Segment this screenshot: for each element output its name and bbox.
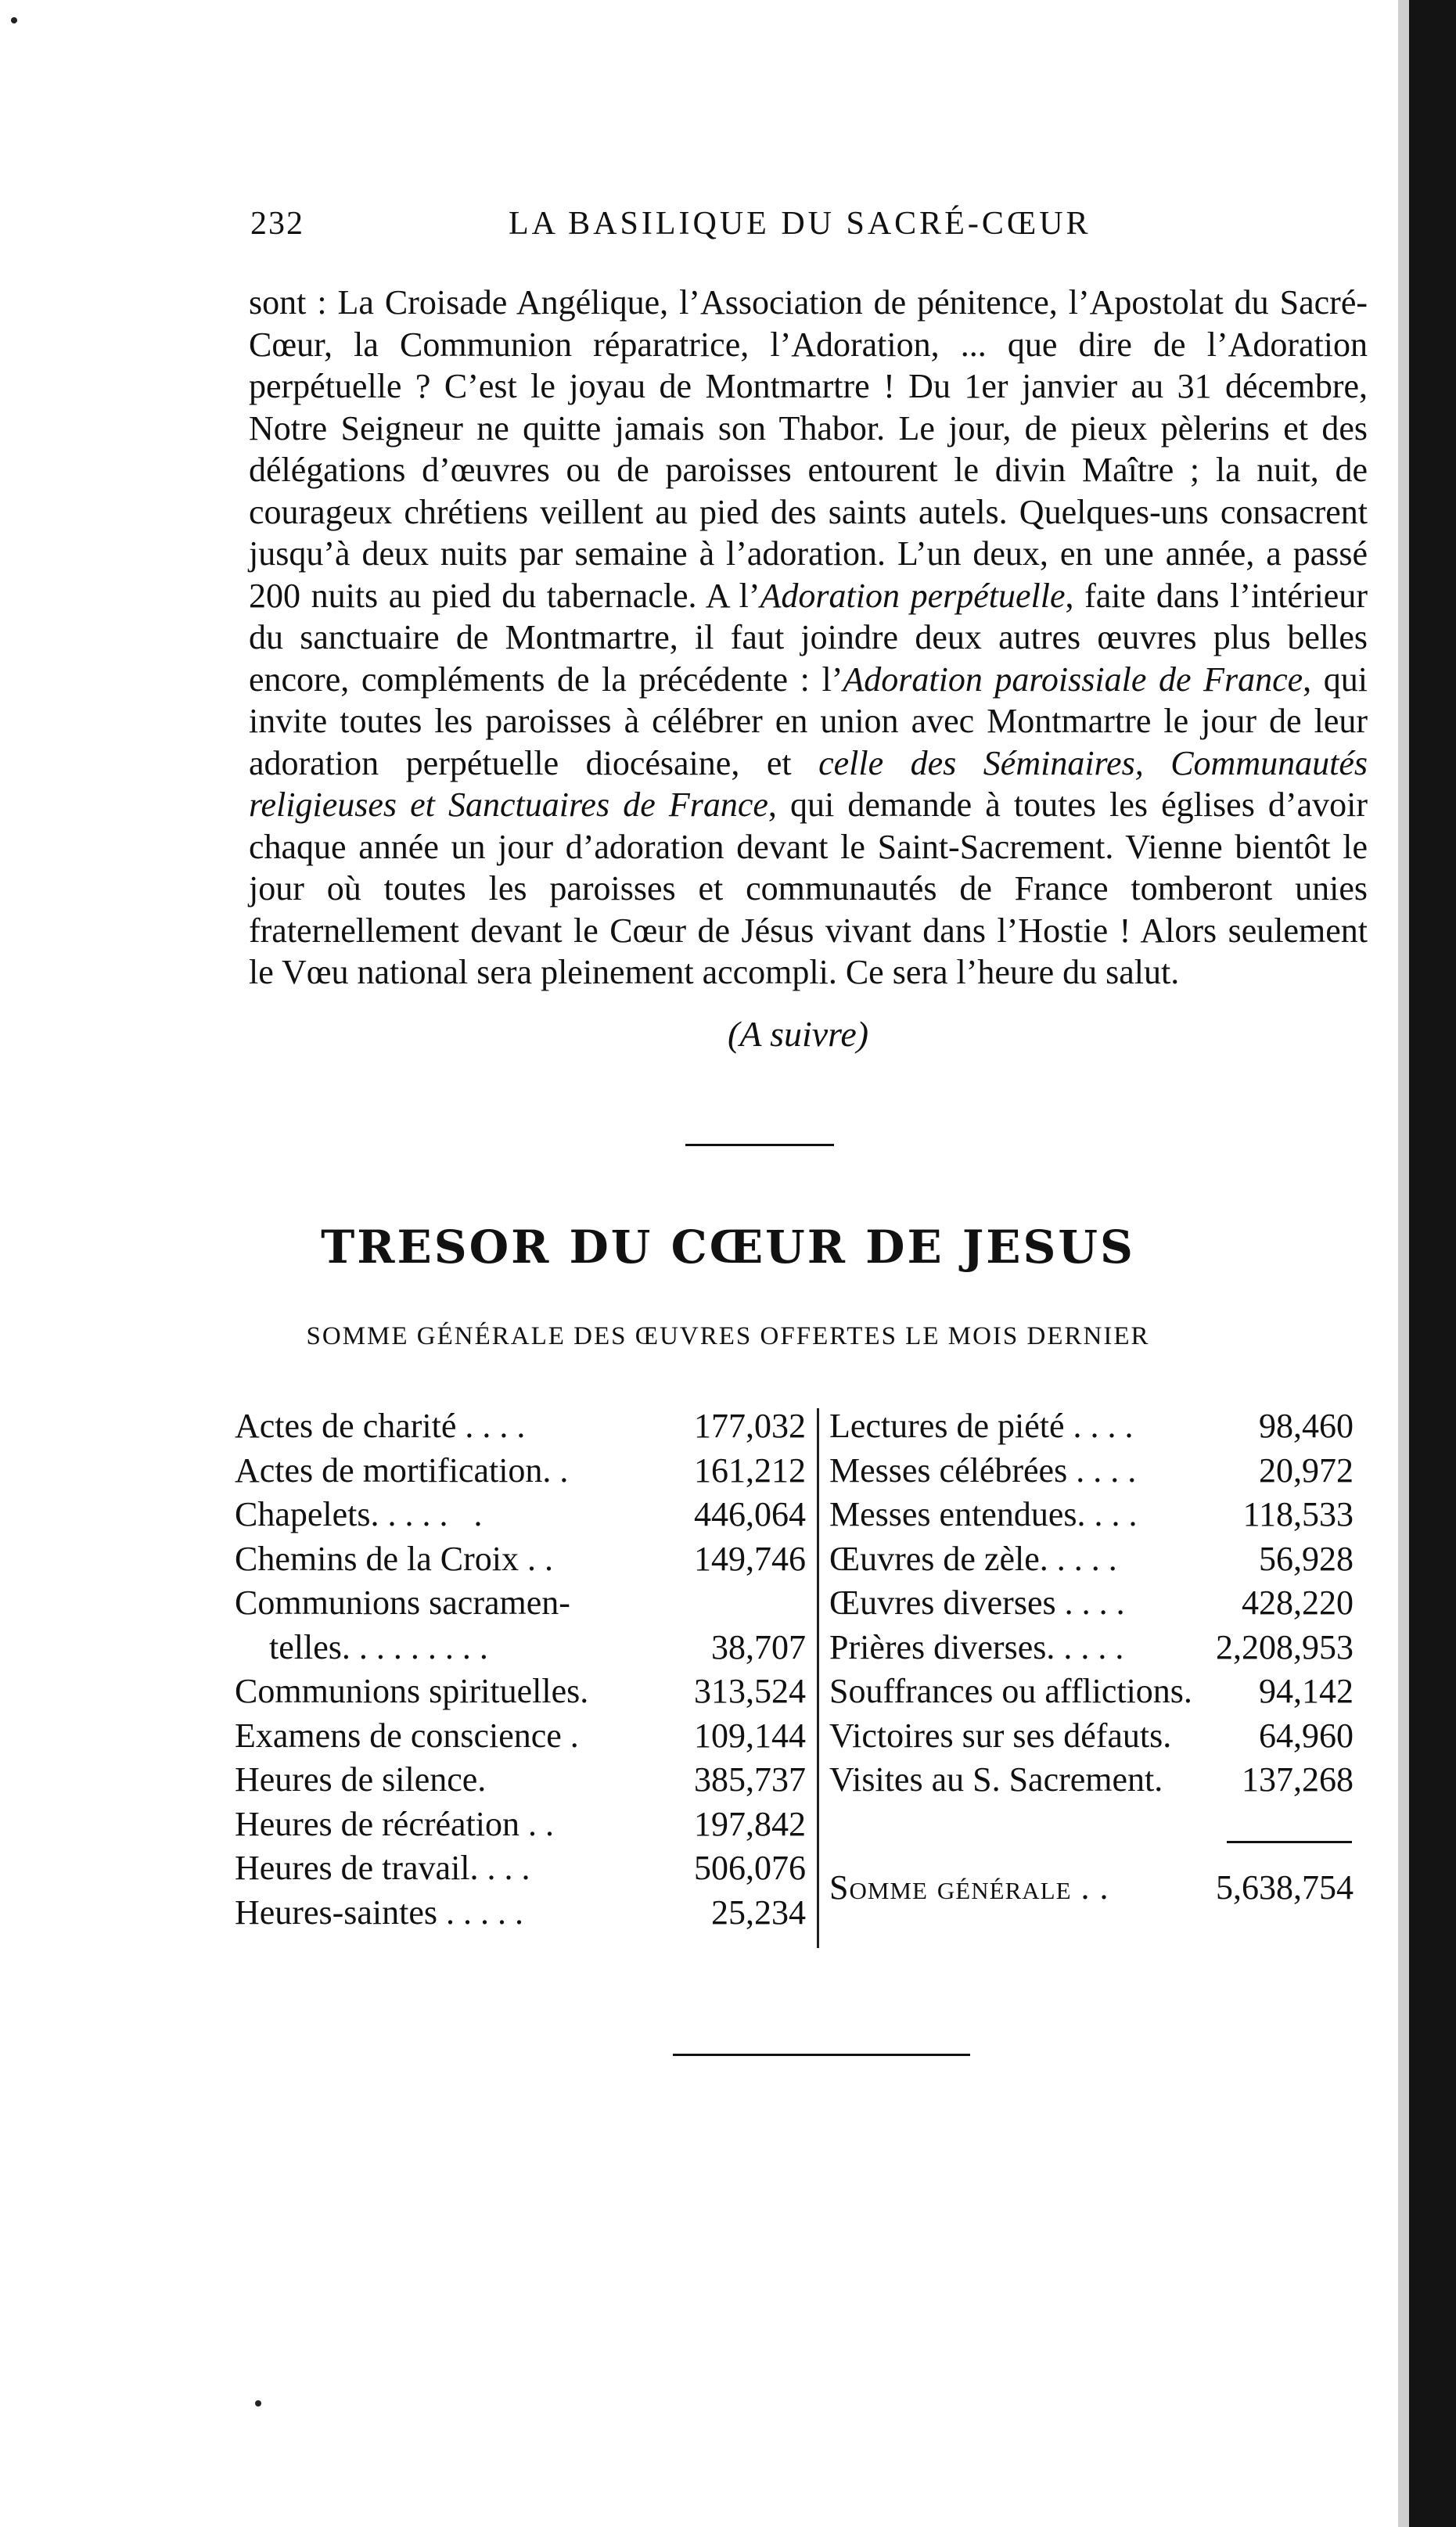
total-label: Somme générale . . bbox=[829, 1868, 1109, 1907]
row-value: 118,533 bbox=[1242, 1495, 1354, 1533]
tresor-table-left bbox=[235, 1404, 806, 1935]
row-label: Victoires sur ses défauts. bbox=[829, 1716, 1172, 1755]
row-value: 197,842 bbox=[694, 1804, 806, 1843]
text-run: , qui invite toutes les paroisses à célébrer en union avec Montmartre le jour de leur adoration perpétuelle diocésaine, et bbox=[249, 660, 1368, 782]
end-divider bbox=[673, 2054, 970, 2056]
section-subtitle: SOMME GÉNÉRALE DES ŒUVRES OFFERTES LE MOIS DERNIER bbox=[306, 1322, 1150, 1350]
row-value: 2,208,953 bbox=[1216, 1627, 1354, 1666]
row-value: 177,032 bbox=[694, 1407, 806, 1445]
text-run: , faite dans l’intérieur du sanctuaire de Montmartre, il faut joindre deux autres œuvres plus belles encore, compléments de la précédente : l’ bbox=[249, 576, 1368, 699]
table-row bbox=[235, 1404, 806, 1449]
row-value: 25,234 bbox=[711, 1893, 806, 1932]
row-label: Chapelets. . . . . . bbox=[235, 1495, 483, 1533]
scan-speck bbox=[255, 2400, 261, 2407]
row-label: Heures de travail. . . . bbox=[235, 1849, 530, 1887]
row-label: Actes de charité . . . . bbox=[235, 1407, 526, 1445]
table-row bbox=[829, 1626, 1354, 1670]
table-row bbox=[829, 1404, 1354, 1449]
italic-run: celle des Séminaires, Communautés religieuses et Sanctuaires de France bbox=[249, 743, 1368, 824]
running-title: LA BASILIQUE DU SACRÉ-CŒUR bbox=[509, 206, 1091, 242]
row-value: 149,746 bbox=[694, 1539, 806, 1578]
row-label: Heures de silence. bbox=[235, 1760, 487, 1799]
row-value: 385,737 bbox=[694, 1760, 806, 1799]
italic-run: Adoration perpétuelle bbox=[760, 576, 1066, 615]
row-label: Heures-saintes . . . . . bbox=[235, 1893, 524, 1932]
table-row bbox=[235, 1493, 806, 1537]
row-label: Examens de conscience . bbox=[235, 1716, 579, 1755]
total-row bbox=[829, 1866, 1354, 1911]
table-row bbox=[235, 1891, 806, 1936]
section-title: TRESOR DU CŒUR DE JESUS bbox=[321, 1220, 1135, 1274]
a-suivre-note: (A suivre) bbox=[728, 1014, 869, 1054]
row-label: Œuvres de zèle. . . . . bbox=[829, 1539, 1117, 1578]
row-value: 428,220 bbox=[1242, 1583, 1354, 1622]
table-row bbox=[235, 1626, 806, 1670]
row-label: Messes entendues. . . . bbox=[829, 1495, 1138, 1533]
row-value: 38,707 bbox=[711, 1627, 806, 1666]
row-label: Prières diverses. . . . . bbox=[829, 1627, 1124, 1666]
total-value: 5,638,754 bbox=[1216, 1868, 1354, 1907]
table-row bbox=[235, 1758, 806, 1803]
row-label: Souffrances ou afflictions. bbox=[829, 1672, 1192, 1710]
table-row bbox=[235, 1846, 806, 1891]
text-run: sont : La Croisade Angélique, l’Association de pénitence, l’Apostolat du Sacré-Cœur, la Communion réparatrice, l’Adoration, ... que dire de l’Adoration perpétuelle ? C’est le joyau de Montmartre ! Du 1er janvier au 31 décembre, Notre Seigneur ne quitte jamais son Thabor. Le jour, de pieux pèlerins et des délégations d’œuvres ou de paroisses entourent le divin Maître ; la nuit, de courageux chrétiens veillent au pied des saints autels. Quelques-uns consacrent jusqu’à deux nuits par semaine à l’adoration. L’un deux, en une année, a passé 200 nuits au pied du tabernacle. A l’ bbox=[249, 283, 1368, 615]
row-value: 313,524 bbox=[694, 1672, 806, 1710]
row-value: 56,928 bbox=[1259, 1539, 1354, 1578]
row-label: Visites au S. Sacrement. bbox=[829, 1760, 1163, 1799]
table-row bbox=[235, 1803, 806, 1847]
table-row bbox=[829, 1581, 1354, 1626]
tresor-table-right bbox=[829, 1404, 1354, 1803]
row-label: Chemins de la Croix . . bbox=[235, 1539, 553, 1578]
table-row bbox=[829, 1449, 1354, 1494]
row-value: 446,064 bbox=[694, 1495, 806, 1533]
row-label: Communions spirituelles. bbox=[235, 1672, 589, 1710]
table-row bbox=[829, 1714, 1354, 1759]
page-number: 232 bbox=[250, 206, 304, 242]
article-paragraph bbox=[249, 282, 1368, 994]
row-value: 64,960 bbox=[1259, 1716, 1354, 1755]
row-value: 98,460 bbox=[1259, 1407, 1354, 1445]
scan-speck bbox=[11, 17, 17, 23]
table-row bbox=[829, 1758, 1354, 1803]
row-label: Heures de récréation . . bbox=[235, 1804, 555, 1843]
table-row bbox=[829, 1537, 1354, 1582]
row-label: Œuvres diverses . . . . bbox=[829, 1583, 1125, 1622]
table-row bbox=[829, 1493, 1354, 1537]
row-label: Messes célébrées . . . . bbox=[829, 1450, 1137, 1490]
column-separator bbox=[817, 1408, 819, 1948]
table-row bbox=[235, 1670, 806, 1714]
table-row bbox=[829, 1670, 1354, 1714]
row-value: 109,144 bbox=[694, 1716, 806, 1755]
row-value: 94,142 bbox=[1259, 1672, 1354, 1710]
total-rule bbox=[1227, 1841, 1352, 1843]
row-label: Communions sacramen- bbox=[235, 1583, 570, 1622]
row-value: 20,972 bbox=[1259, 1450, 1354, 1490]
section-divider bbox=[685, 1144, 834, 1146]
table-row bbox=[235, 1449, 806, 1494]
row-value: 137,268 bbox=[1242, 1760, 1354, 1799]
text-run: , qui demande à toutes les églises d’avoir chaque année un jour d’adoration devant le Saint-Sacrement. Vienne bientôt le jour où toutes les paroisses et communautés de France tomberont unies fraternellement devant le Cœur de Jésus vivant dans l’Hostie ! Alors seulement le Vœu national sera pleinement accompli. Ce sera l’heure du salut. bbox=[249, 785, 1368, 991]
italic-run: Adoration paroissiale de France bbox=[843, 660, 1303, 699]
row-label: Lectures de piété . . . . bbox=[829, 1407, 1134, 1445]
table-row bbox=[235, 1714, 806, 1759]
row-label: telles. . . . . . . . . bbox=[235, 1627, 488, 1666]
row-value: 161,212 bbox=[694, 1450, 806, 1490]
table-row bbox=[235, 1537, 806, 1582]
table-row bbox=[235, 1581, 806, 1626]
row-value: 506,076 bbox=[694, 1849, 806, 1887]
row-label: Actes de mortification. . bbox=[235, 1450, 569, 1490]
